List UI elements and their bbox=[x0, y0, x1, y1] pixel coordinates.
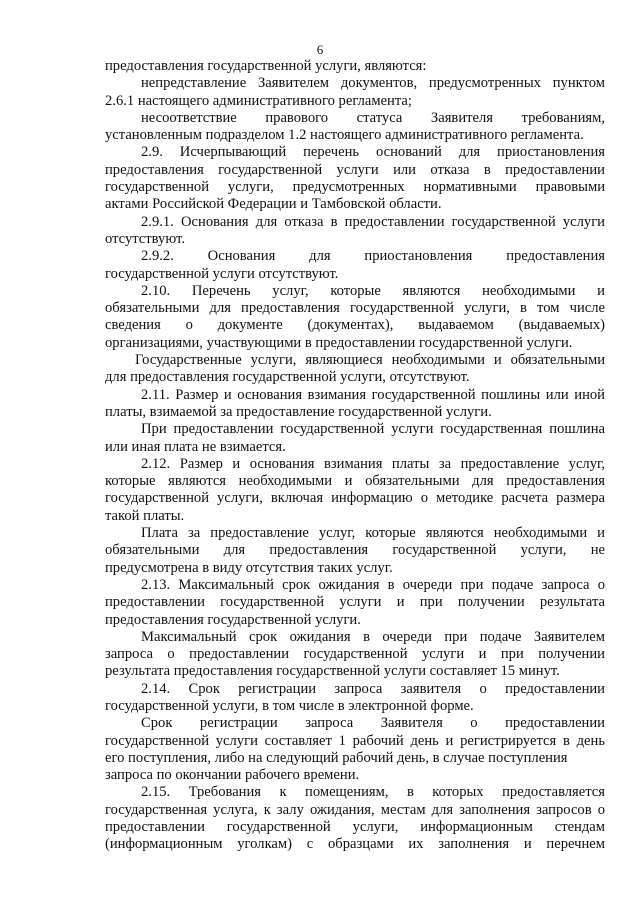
text-line: государственной услуги, предусмотренных нормативными правовыми bbox=[105, 179, 605, 196]
text-line: запроса о предоставлении государственной услуги и при получении bbox=[105, 646, 605, 663]
text-line: обязательными для предоставления государственной услуги, в том числе bbox=[105, 300, 605, 317]
text-line: предоставления государственной услуги. bbox=[105, 611, 361, 628]
text-line: 2.9.1. Основания для отказа в предоставлении государственной услуги bbox=[141, 213, 605, 230]
text-line: 2.11. Размер и основания взимания государственной пошлины или иной bbox=[141, 386, 605, 403]
text-line: сведения о документе (документах), выдаваемом (выдаваемых) bbox=[105, 317, 605, 334]
document-body bbox=[105, 58, 605, 854]
text-line: государственной услуги, включая информацию о методике расчета размера bbox=[105, 490, 605, 507]
text-line: такой платы. bbox=[105, 507, 185, 524]
text-line: запроса по окончании рабочего времени. bbox=[105, 767, 360, 784]
text-line: 2.15. Требования к помещениям, в которых предоставляется bbox=[141, 784, 605, 801]
text-line: организациями, участвующими в предоставлении государственной услуги. bbox=[105, 334, 573, 351]
text-line: актами Российской Федерации и Тамбовской области. bbox=[105, 196, 442, 213]
text-line: предоставления государственной услуги, являются: bbox=[105, 58, 427, 74]
text-line: Плата за предоставление услуг, которые являются необходимыми и bbox=[141, 525, 605, 542]
text-line: или иная плата не взимается. bbox=[105, 438, 286, 455]
text-line: обязательными для предоставления государственной услуги, не bbox=[105, 542, 605, 559]
text-line: государственной услуги составляет 1 рабочий день и регистрируется в день bbox=[105, 732, 605, 749]
text-line: государственной услуги отсутствуют. bbox=[105, 265, 339, 282]
text-line: предоставления государственной услуги или отказа в предоставлении bbox=[105, 161, 605, 178]
text-line: 2.6.1 настоящего административного регламента; bbox=[105, 92, 412, 109]
text-line: несоответствие правового статуса Заявителя требованиям, bbox=[141, 109, 605, 126]
text-line: государственной услуги, в том числе в электронной форме. bbox=[105, 697, 474, 714]
text-line: его поступления, либо на следующий рабочий день, в случае поступления bbox=[105, 749, 568, 766]
page-number: 6 bbox=[316, 42, 324, 57]
text-line: предоставлении государственной услуги, информационным стендам bbox=[105, 819, 605, 836]
text-line: для предоставления государственной услуги, отсутствуют. bbox=[105, 369, 470, 386]
text-line: отсутствуют. bbox=[105, 230, 185, 247]
text-line: государственная услуга, к залу ожидания, местам для заполнения запросов о bbox=[105, 801, 605, 818]
text-line: 2.9. Исчерпывающий перечень оснований для приостановления bbox=[141, 144, 605, 161]
text-line: При предоставлении государственной услуги государственная пошлина bbox=[141, 421, 605, 438]
text-line: 2.14. Срок регистрации запроса заявителя о предоставлении bbox=[141, 680, 605, 697]
text-line: 2.13. Максимальный срок ожидания в очереди при подаче запроса о bbox=[141, 576, 605, 593]
text-line: предусмотрена в виду отсутствия таких услуг. bbox=[105, 559, 393, 576]
text-line: установленным подразделом 1.2 настоящего административного регламента. bbox=[105, 127, 584, 144]
text-line: непредставление Заявителем документов, предусмотренных пунктом bbox=[141, 75, 605, 92]
text-line: 2.10. Перечень услуг, которые являются необходимыми и bbox=[141, 282, 605, 299]
text-line: 2.9.2. Основания для приостановления предоставления bbox=[141, 248, 605, 265]
text-line: результата предоставления государственной услуги составляет 15 минут. bbox=[105, 663, 560, 680]
text-line: Срок регистрации запроса Заявителя о предоставлении bbox=[141, 715, 605, 732]
text-line: (информационным уголкам) с образцами их заполнения и перечнем bbox=[105, 836, 605, 853]
text-line: Максимальный срок ожидания в очереди при подаче Заявителем bbox=[141, 628, 605, 645]
text-line: предоставлении государственной услуги и при получении результата bbox=[105, 594, 605, 611]
text-line: 2.12. Размер и основания взимания платы за предоставление услуг, bbox=[141, 455, 605, 472]
text-line: которые являются необходимыми и обязательными для предоставления bbox=[105, 473, 605, 490]
text-line: Государственные услуги, являющиеся необходимыми и обязательными bbox=[135, 352, 605, 369]
text-line: платы, взимаемой за предоставление государственной услуги. bbox=[105, 403, 492, 420]
